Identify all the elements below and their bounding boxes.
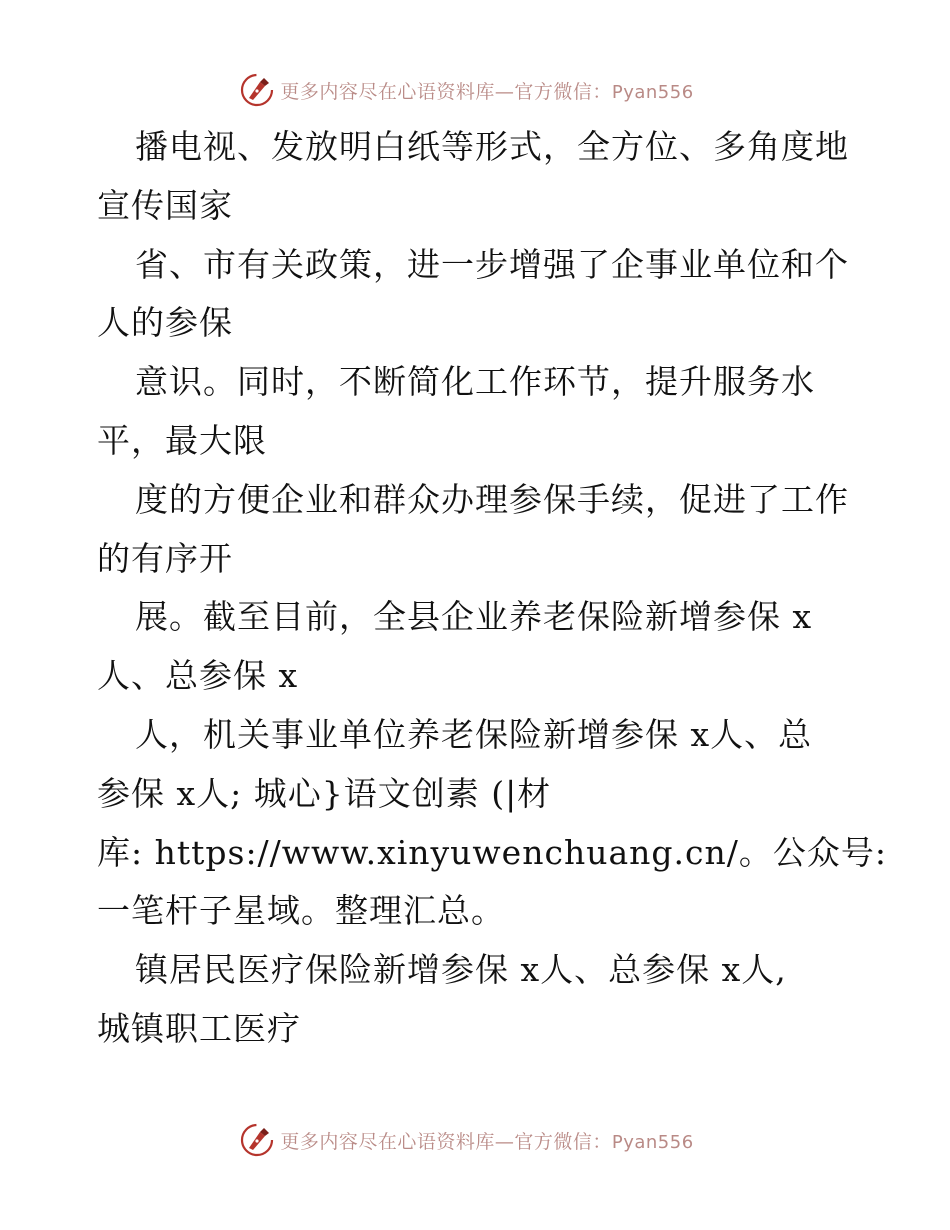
header-banner-text — [280, 77, 693, 104]
body-line: 人，机关事业单位养老保险新增参保 x人、总 — [135, 714, 813, 754]
body-line: 人、总参保 x — [97, 656, 299, 696]
footer-banner-inner — [240, 1123, 693, 1157]
body-line: 的有序开 — [97, 538, 233, 578]
body-line: 意识。同时，不断简化工作环节，提升服务水 — [135, 362, 815, 402]
pen-nib-logo-icon — [240, 1123, 274, 1157]
header-banner — [0, 70, 950, 110]
body-line: 宣传国家 — [97, 185, 233, 225]
header-banner-wechat-id: Pyan556 — [611, 81, 694, 103]
body-line: 平，最大限 — [97, 420, 267, 460]
body-line: 一笔杆子星域。整理汇总。 — [97, 891, 505, 931]
header-banner-inner — [240, 73, 693, 107]
footer-banner-cn: 更多内容尽在心语资料库—官方微信： — [280, 1130, 612, 1153]
document-body — [97, 118, 887, 1059]
body-line: 展。截至目前，全县企业养老保险新增参保 x — [135, 597, 813, 637]
body-line: 库: https://www.xinyuwenchuang.cn/。公众号: — [97, 832, 887, 872]
body-line: 人的参保 — [97, 303, 233, 343]
pen-nib-logo-icon — [240, 73, 274, 107]
body-line: 省、市有关政策，进一步增强了企事业单位和个 — [135, 244, 849, 284]
footer-banner-text — [280, 1127, 693, 1154]
header-banner-cn: 更多内容尽在心语资料库—官方微信： — [280, 80, 612, 103]
body-line: 度的方便企业和群众办理参保手续，促进了工作 — [135, 479, 849, 519]
body-line: 参保 x人; 城心}语文创素 (|材 — [97, 773, 552, 813]
footer-banner-wechat-id: Pyan556 — [611, 1131, 694, 1153]
body-line: 镇居民医疗保险新增参保 x人、总参保 x人, — [135, 950, 787, 990]
footer-banner — [0, 1120, 950, 1160]
body-line: 城镇职工医疗 — [97, 1008, 301, 1048]
body-line: 播电视、发放明白纸等形式，全方位、多角度地 — [135, 127, 849, 166]
